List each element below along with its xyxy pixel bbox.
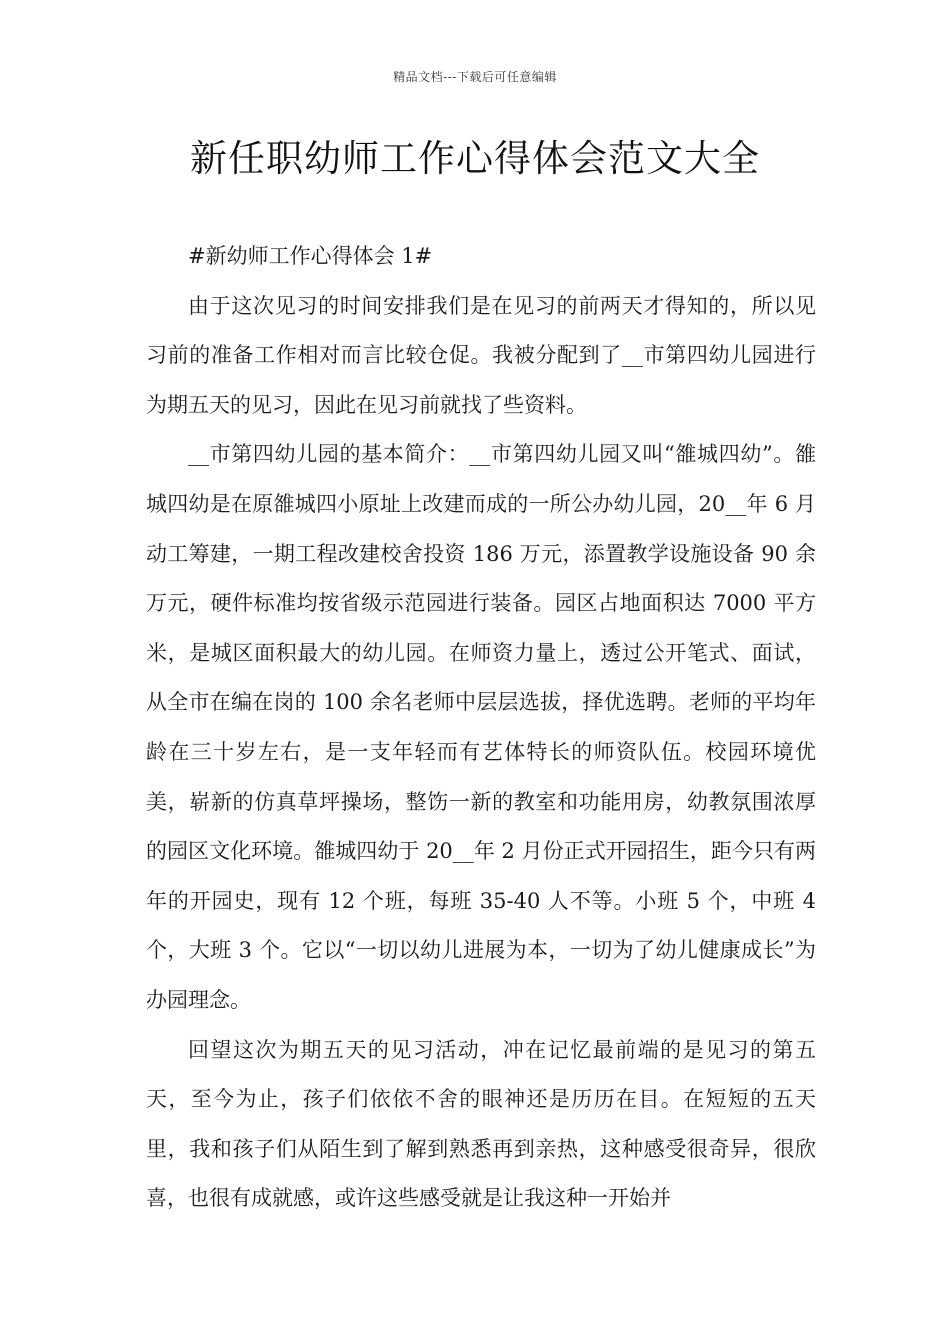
paragraph-2: __市第四幼儿园的基本简介：__市第四幼儿园又叫“雒城四幼”。雒城四幼是在原雒城四小原址上改建而成的一所公办幼儿园，20__年 6 月动工筹建，一期工程改建校舍投资 186 万元，添置教学设施设备 90 余万元，硬件标准均按省级示范园进行装备。园区占地面积达 7000 平方米，是城区面积最大的幼儿园。在师资力量上，透过公开笔式、面试，从全市在编在岗的 100 余名老师中层层选拔，择优选聘。老师的平均年龄在三十岁左右，是一支年轻而有艺体特长的师资队伍。校园环境优美，崭新的仿真草坪操场，整饬一新的教室和功能用房，幼教氛围浓厚的园区文化环境。雒城四幼于 20__年 2 月份正式开园招生，距今只有两年的开园史，现有 12 个班，每班 35-40 人不等。小班 5 个，中班 4 个，大班 3 个。它以“一切以幼儿进展为本，一切为了幼儿健康成长”为办园理念。	[146, 442, 816, 1012]
document-title: 新任职幼师工作心得体会范文大全	[190, 137, 760, 180]
document-body	[146, 232, 816, 1224]
header-note: 精品文档---下载后可任意编辑	[393, 70, 557, 84]
paragraph-1: 由于这次见习的时间安排我们是在见习的前两天才得知的，所以见习前的准备工作相对而言比较仓促。我被分配到了__市第四幼儿园进行为期五天的见习，因此在见习前就找了些资料。	[146, 293, 816, 417]
paragraph-3: 回望这次为期五天的见习活动，冲在记忆最前端的是见习的第五天，至今为止，孩子们依依不舍的眼神还是历历在目。在短短的五天里，我和孩子们从陌生到了解到熟悉再到亲热，这种感受很奇异，很欣喜，也很有成就感，或许这些感受就是让我这种一开始并	[146, 1037, 816, 1211]
section-heading: #新幼师工作心得体会 1#	[188, 244, 433, 268]
